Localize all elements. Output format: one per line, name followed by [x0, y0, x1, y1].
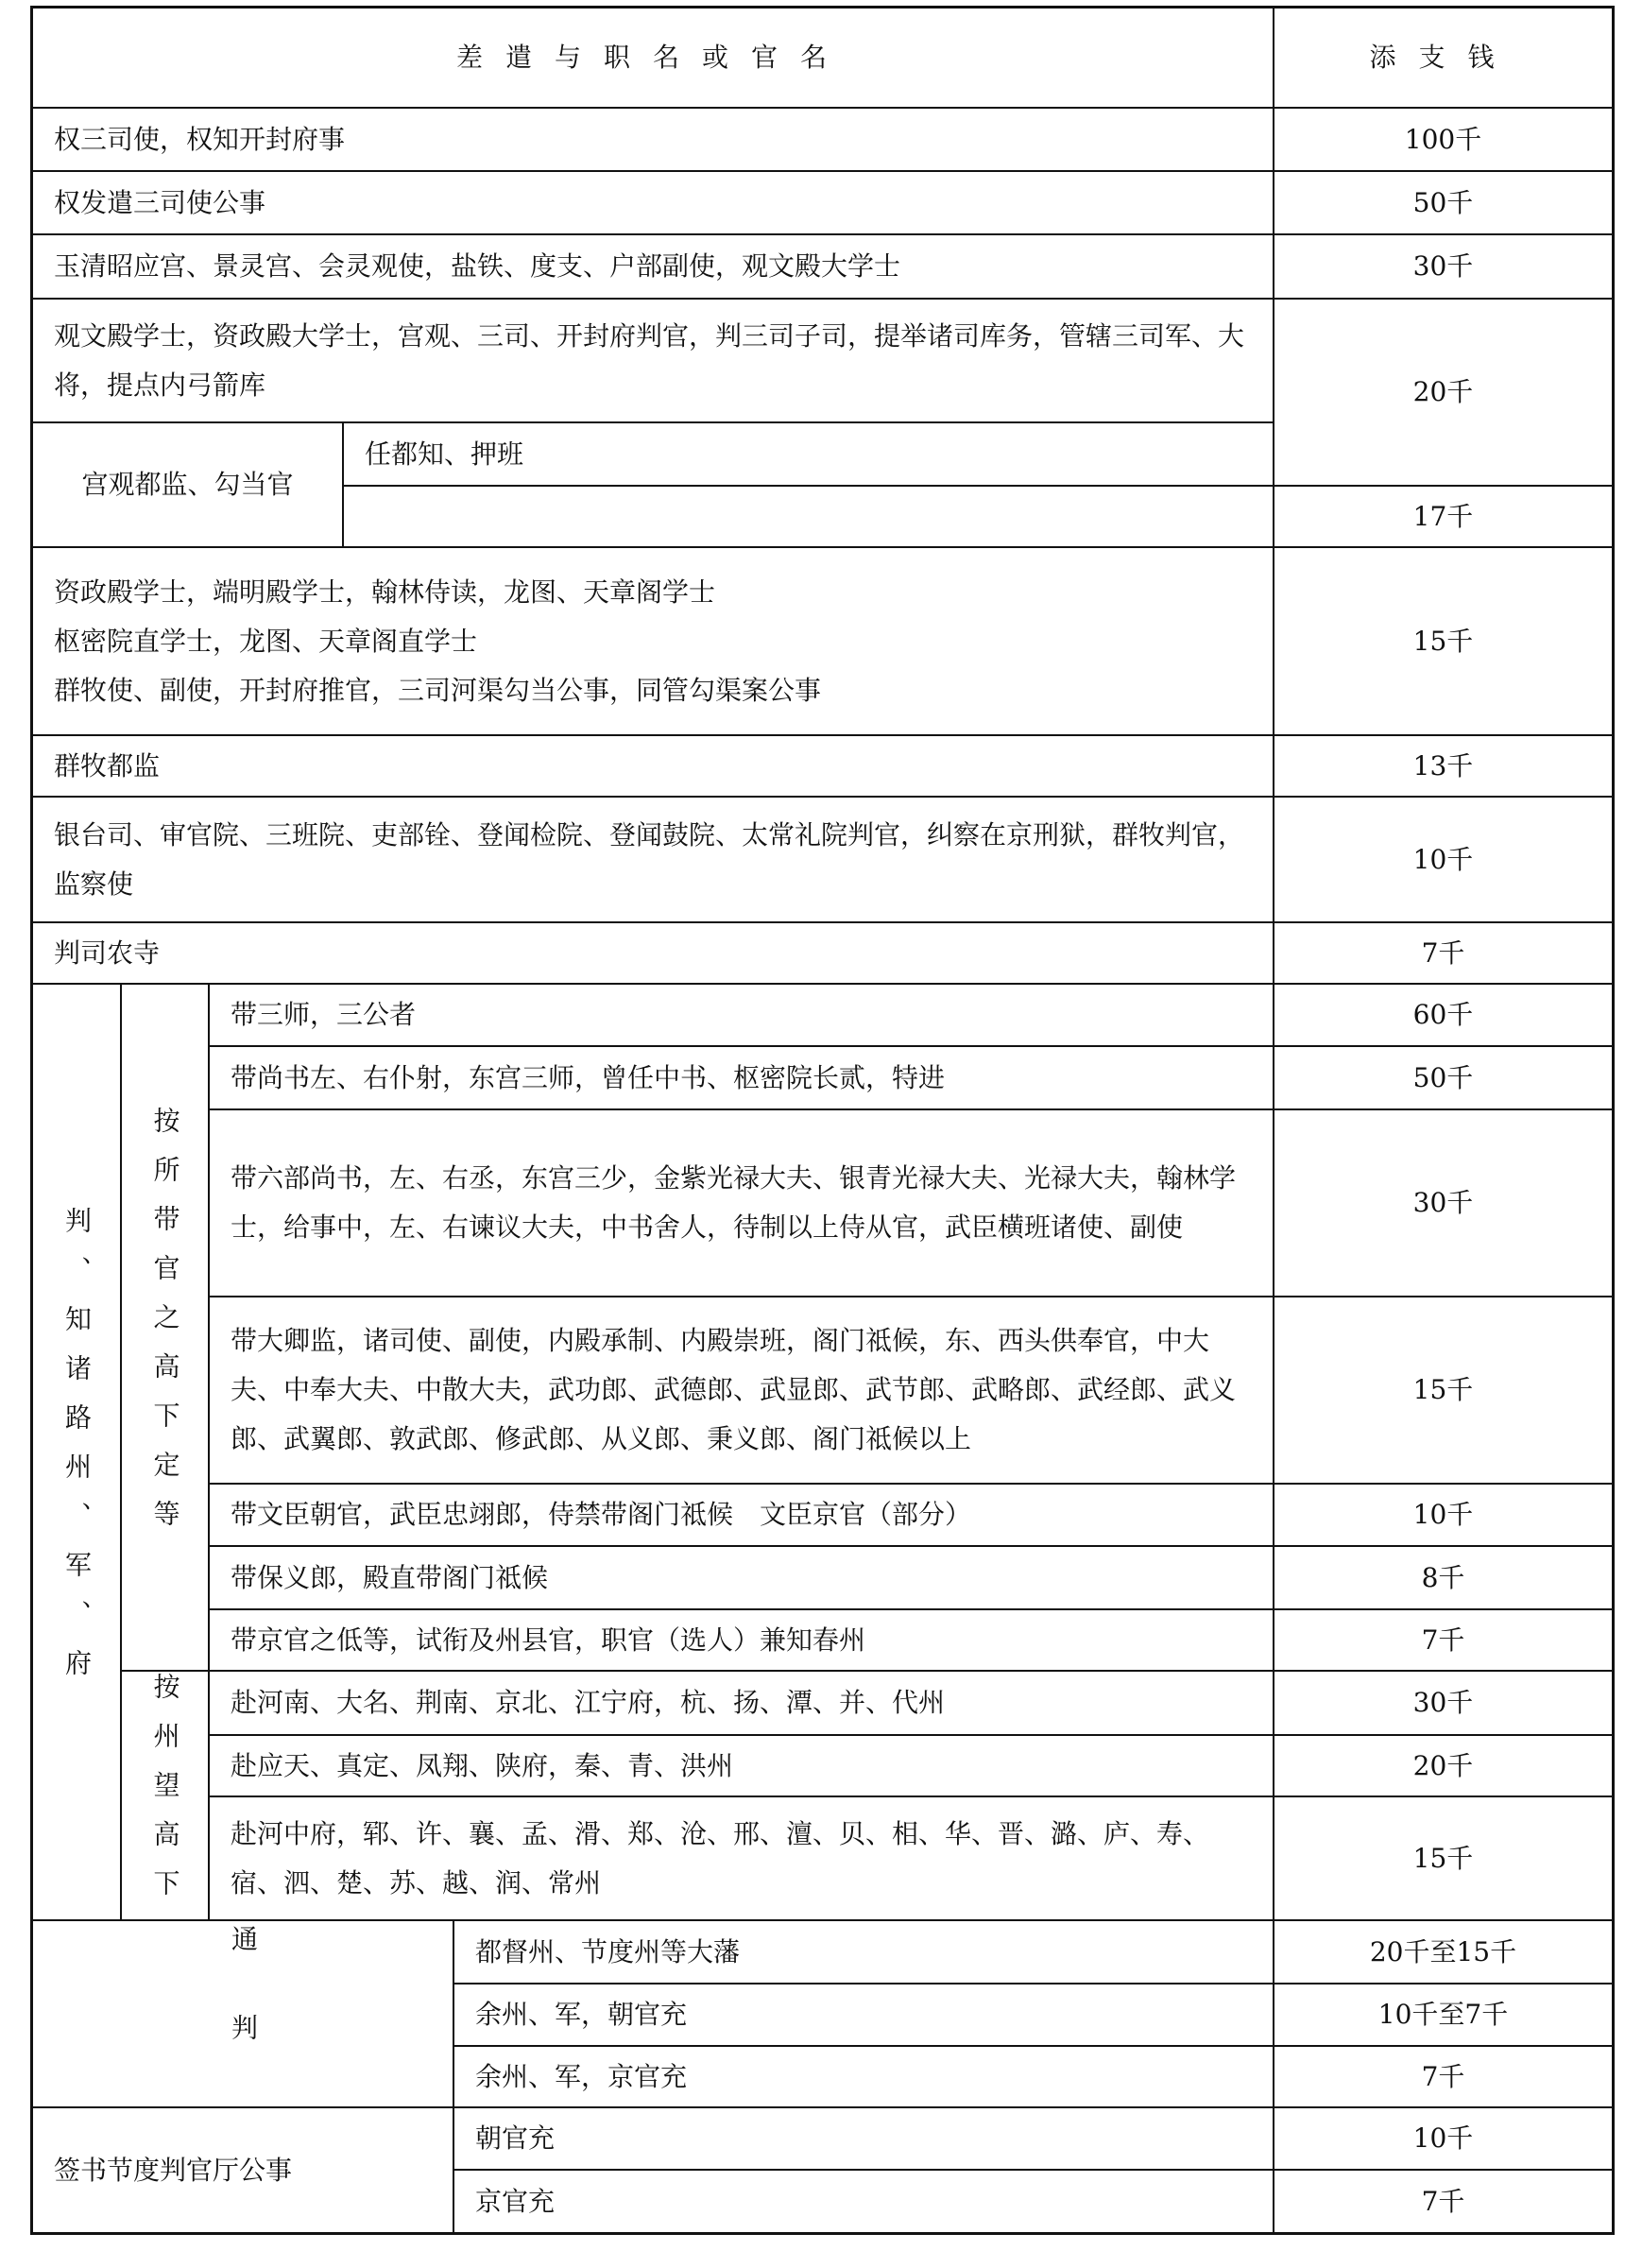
- row-position: 赴应天、真定、凤翔、陕府，秦、青、洪州: [231, 1749, 734, 1781]
- row-position-cell: [453, 2045, 1274, 2108]
- row-allowance: 10千: [1412, 2122, 1474, 2154]
- row-position-cell: [31, 734, 1274, 798]
- row-allowance-cell: [1273, 1545, 1614, 1610]
- row-allowance: 8千: [1421, 1561, 1465, 1593]
- row-allowance: 10千至7千: [1377, 1999, 1509, 2030]
- by-prefecture-label: 按州望高下: [149, 1673, 181, 1918]
- row-allowance-cell: [1273, 1608, 1614, 1672]
- row-allowance-cell: [1273, 233, 1614, 300]
- row-position-cell: [208, 1608, 1274, 1672]
- row-allowance: 10千: [1412, 843, 1474, 875]
- qianshu-label: 签书节度判官厅公事: [54, 2154, 293, 2186]
- row-position-cell: [453, 2106, 1274, 2171]
- row-position: 带尚书左、右仆射，东宫三师，曾任中书、枢密院长贰，特进: [231, 1061, 946, 1093]
- palace-supervisor-label: 宫观都监、勾当官: [81, 469, 294, 500]
- row-allowance-cell: [1273, 2169, 1614, 2234]
- row-allowance: 7千: [1421, 1624, 1465, 1656]
- row-position: 余州、军，朝官充: [475, 1999, 688, 2030]
- row-position: 资政殿学士，端明殿学士，翰林侍读，龙图、天章阁学士 枢密院直学士，龙图、天章阁直学士 群牧使、副使，开封府推官，三司河渠勾当公事，同管勾渠案公事: [54, 576, 822, 706]
- row-allowance: 50千: [1412, 1061, 1474, 1093]
- row-position-cell: [342, 485, 1274, 548]
- row-allowance: 15千: [1412, 625, 1474, 657]
- row-allowance-cell: [1273, 2045, 1614, 2108]
- row-allowance-cell: [1273, 1296, 1614, 1485]
- row-allowance-cell: [1273, 1483, 1614, 1547]
- row-position-cell: [31, 921, 1274, 985]
- row-position: 赴河南、大名、荆南、京北、江宁府，杭、扬、潭、并、代州: [231, 1687, 946, 1718]
- row-position-cell: [31, 107, 1274, 172]
- row-allowance-cell: [1273, 1045, 1614, 1110]
- row-position: 判司农寺: [54, 936, 161, 969]
- row-position: 带京官之低等，试衔及州县官，职官（选人）兼知春州: [231, 1624, 866, 1656]
- row-allowance-cell: [1273, 1919, 1614, 1984]
- row-allowance-cell: [1273, 1983, 1614, 2047]
- row-position: 权发遣三司使公事: [54, 186, 266, 218]
- prefects-label: 判、知诸路州、军、府: [61, 1206, 93, 1698]
- row-position-cell: [453, 1983, 1274, 2047]
- row-allowance: 15千: [1412, 1374, 1474, 1405]
- row-position-cell: [453, 2169, 1274, 2234]
- header-allowance: 添支钱: [1369, 42, 1517, 73]
- row-allowance: 10千: [1412, 1499, 1474, 1530]
- row-allowance-cell: [1273, 921, 1614, 985]
- header-allowance-cell: [1273, 7, 1614, 109]
- row-position: 带大卿监，诸司使、副使，内殿承制、内殿崇班，阁门祗候，东、西头供奉官，中大夫、中奉大夫、中散大夫，武功郎、武德郎、武显郎、武节郎、武略郎、武经郎、武义郎、武翼郎、敦武郎、修武郎、从义郎、秉义郎、阁门祗候以上: [231, 1325, 1237, 1454]
- prefects-label-cell: [31, 983, 122, 1921]
- row-allowance: 17千: [1412, 500, 1474, 532]
- row-position-cell: [31, 170, 1274, 235]
- row-position-cell: [208, 1796, 1274, 1921]
- row-position-cell: [31, 796, 1274, 923]
- row-allowance: 7千: [1421, 2185, 1465, 2217]
- row-allowance-cell: [1273, 796, 1614, 923]
- row-position: 带保义郎，殿直带阁门祗候: [231, 1561, 549, 1593]
- row-position-cell: [208, 1108, 1274, 1297]
- row-allowance-cell: [1273, 298, 1614, 487]
- row-position-cell: [31, 233, 1274, 300]
- row-allowance: 20千: [1412, 1749, 1474, 1781]
- row-allowance-cell: [1273, 983, 1614, 1047]
- row-position: 观文殿学士，资政殿大学士，宫观、三司、开封府判官，判三司子司，提举诸司库务，管辖三司军、大将，提点内弓箭库: [54, 319, 1245, 401]
- row-position-cell: [208, 1670, 1274, 1736]
- row-position: 任都知、押班: [365, 438, 524, 470]
- row-allowance: 13千: [1412, 749, 1474, 782]
- row-position-cell: [208, 1545, 1274, 1610]
- header-position-cell: [31, 7, 1274, 109]
- row-position-cell: [208, 983, 1274, 1047]
- row-position: 京官充: [475, 2185, 556, 2217]
- row-position-cell: [208, 1296, 1274, 1485]
- row-position: 带文臣朝官，武臣忠翊郎，侍禁带阁门祗候 文臣京官（部分）: [231, 1499, 972, 1530]
- row-position: 都督州、节度州等大藩: [475, 1935, 741, 1967]
- row-position-cell: [208, 1045, 1274, 1110]
- row-allowance: 20千至15千: [1369, 1935, 1517, 1967]
- row-allowance: 50千: [1412, 186, 1474, 218]
- by-rank-label-cell: [120, 983, 210, 1672]
- row-position: 权三司使，权知开封府事: [54, 123, 346, 155]
- row-allowance-cell: [1273, 1108, 1614, 1297]
- row-position-cell: [31, 298, 1274, 423]
- row-allowance-cell: [1273, 734, 1614, 798]
- row-position-cell: [208, 1483, 1274, 1547]
- row-allowance: 20千: [1412, 376, 1474, 407]
- row-allowance-cell: [1273, 1796, 1614, 1921]
- row-position-cell: [342, 421, 1274, 487]
- row-allowance-cell: [1273, 1734, 1614, 1797]
- row-allowance: 100千: [1404, 123, 1482, 155]
- palace-supervisor-label-cell: [31, 421, 344, 548]
- row-position: 群牧都监: [54, 749, 161, 782]
- row-allowance: 7千: [1421, 2060, 1465, 2092]
- row-position-cell: [453, 1919, 1274, 1984]
- row-position: 银台司、审官院、三班院、吏部铨、登闻检院、登闻鼓院、太常礼院判官，纠察在京刑狱，群牧判官，监察使: [54, 818, 1245, 900]
- qianshu-label-cell: [31, 2106, 454, 2234]
- row-position: 带三师，三公者: [231, 999, 417, 1030]
- row-position: 赴河中府，郓、许、襄、孟、滑、郑、沧、邢、澶、贝、相、华、晋、潞、庐、寿、宿、泗、楚、苏、越、润、常州: [231, 1817, 1210, 1899]
- header-position: 差遣与职名或官名: [455, 42, 849, 73]
- row-allowance: 30千: [1412, 1187, 1474, 1218]
- row-allowance: 15千: [1412, 1842, 1474, 1874]
- row-allowance-cell: [1273, 170, 1614, 235]
- tongpan-label-cell: [31, 1919, 454, 2108]
- row-allowance-cell: [1273, 107, 1614, 172]
- row-position-cell: [31, 546, 1274, 736]
- row-allowance-cell: [1273, 1670, 1614, 1736]
- row-allowance: 7千: [1421, 936, 1465, 969]
- row-position: 朝官充: [475, 2122, 556, 2154]
- row-position: 带六部尚书，左、右丞，东宫三少，金紫光禄大夫、银青光禄大夫、光禄大夫，翰林学士，给事中，左、右谏议大夫，中书舍人，待制以上侍从官，武臣横班诸使、副使: [231, 1162, 1237, 1243]
- row-allowance-cell: [1273, 485, 1614, 548]
- row-position-cell: [208, 1734, 1274, 1797]
- by-rank-label: 按所带官之高下定等: [149, 1106, 181, 1549]
- row-allowance: 30千: [1412, 1687, 1474, 1718]
- row-allowance: 30千: [1412, 250, 1474, 282]
- row-position: 余州、军，京官充: [475, 2060, 688, 2092]
- row-allowance: 60千: [1412, 999, 1474, 1030]
- row-allowance-cell: [1273, 546, 1614, 736]
- by-prefecture-label-cell: [120, 1670, 210, 1921]
- row-allowance-cell: [1273, 2106, 1614, 2171]
- tongpan-label: 通判: [228, 1925, 259, 2103]
- row-position: 玉清昭应宫、景灵宫、会灵观使，盐铁、度支、户部副使，观文殿大学士: [54, 250, 901, 282]
